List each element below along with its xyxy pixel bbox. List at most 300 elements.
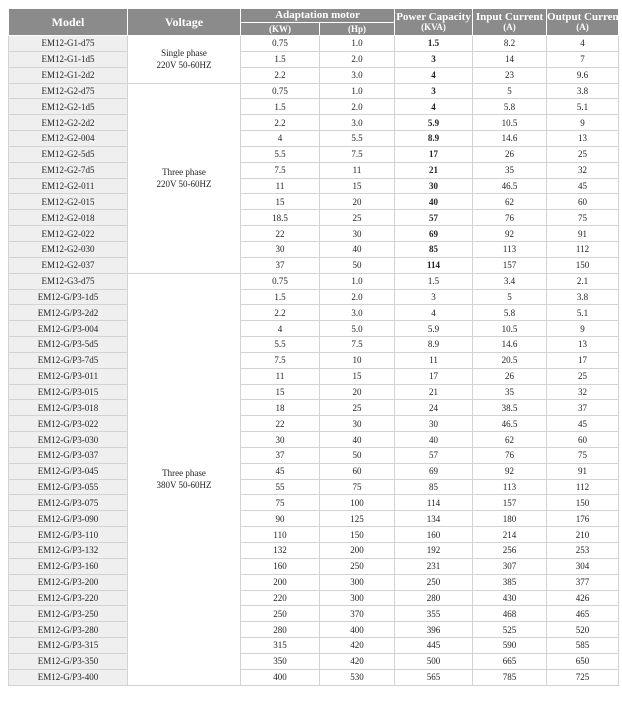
cell-output-current: 5.1 (547, 305, 619, 321)
cell-hp: 420 (320, 638, 395, 654)
cell-kva: 192 (395, 543, 473, 559)
cell-input-current: 10.5 (473, 321, 547, 337)
table-row (9, 131, 619, 147)
cell-model: EM12-G/P3-350 (9, 653, 128, 669)
table-row (9, 289, 619, 305)
cell-kva: 231 (395, 558, 473, 574)
voltage-phase: Single phase (161, 48, 207, 59)
cell-model: EM12-G2-030 (9, 241, 128, 257)
cell-kw: 5.5 (241, 146, 320, 162)
cell-model: EM12-G/P3-090 (9, 511, 128, 527)
table-row (9, 606, 619, 622)
header-model: Model (9, 9, 128, 36)
cell-output-current: 150 (547, 495, 619, 511)
cell-kw: 55 (241, 479, 320, 495)
table-row (9, 337, 619, 353)
cell-kva: 8.9 (395, 337, 473, 353)
cell-model: EM12-G1-2d2 (9, 67, 128, 83)
cell-output-current: 60 (547, 194, 619, 210)
cell-model: EM12-G/P3-280 (9, 622, 128, 638)
header-voltage: Voltage (128, 9, 241, 36)
cell-output-current: 37 (547, 400, 619, 416)
cell-kw: 2.2 (241, 67, 320, 83)
cell-model: EM12-G/P3-011 (9, 368, 128, 384)
cell-kw: 132 (241, 543, 320, 559)
cell-hp: 20 (320, 194, 395, 210)
cell-input-current: 113 (473, 241, 547, 257)
cell-kva: 11 (395, 352, 473, 368)
cell-model: EM12-G/P3-1d5 (9, 289, 128, 305)
cell-output-current: 75 (547, 447, 619, 463)
cell-input-current: 62 (473, 432, 547, 448)
cell-kw: 0.75 (241, 273, 320, 289)
header-output-label: Output Current (547, 11, 622, 23)
cell-kva: 1.5 (395, 273, 473, 289)
cell-kw: 45 (241, 463, 320, 479)
cell-kva: 280 (395, 590, 473, 606)
table-row (9, 146, 619, 162)
cell-output-current: 2.1 (547, 273, 619, 289)
cell-output-current: 377 (547, 574, 619, 590)
cell-kva: 134 (395, 511, 473, 527)
table-row (9, 495, 619, 511)
cell-model: EM12-G/P3-315 (9, 638, 128, 654)
cell-kva: 30 (395, 178, 473, 194)
cell-input-current: 157 (473, 495, 547, 511)
table-row (9, 416, 619, 432)
cell-kva: 4 (395, 99, 473, 115)
cell-output-current: 45 (547, 178, 619, 194)
cell-output-current: 13 (547, 337, 619, 353)
cell-kw: 0.75 (241, 36, 320, 52)
cell-hp: 75 (320, 479, 395, 495)
header-power-unit: (KVA) (421, 22, 446, 32)
cell-input-current: 38.5 (473, 400, 547, 416)
cell-kva: 40 (395, 432, 473, 448)
cell-output-current: 17 (547, 352, 619, 368)
cell-output-current: 45 (547, 416, 619, 432)
cell-model: EM12-G1-d75 (9, 36, 128, 52)
cell-input-current: 5 (473, 83, 547, 99)
cell-input-current: 14 (473, 51, 547, 67)
table-body (9, 36, 619, 686)
cell-kw: 220 (241, 590, 320, 606)
cell-input-current: 76 (473, 210, 547, 226)
cell-output-current: 725 (547, 669, 619, 685)
cell-kw: 250 (241, 606, 320, 622)
cell-kw: 15 (241, 384, 320, 400)
table-row (9, 241, 619, 257)
cell-kw: 11 (241, 178, 320, 194)
voltage-spec: 380V 50-60HZ (156, 480, 212, 491)
cell-output-current: 3.8 (547, 83, 619, 99)
cell-input-current: 180 (473, 511, 547, 527)
cell-input-current: 214 (473, 527, 547, 543)
table-row (9, 51, 619, 67)
cell-kw: 1.5 (241, 289, 320, 305)
cell-kva: 3 (395, 83, 473, 99)
cell-output-current: 253 (547, 543, 619, 559)
cell-hp: 50 (320, 257, 395, 273)
cell-voltage (128, 36, 241, 84)
cell-output-current: 176 (547, 511, 619, 527)
table-row (9, 638, 619, 654)
cell-model: EM12-G/P3-110 (9, 527, 128, 543)
header-power-label: Power Capacity (396, 11, 471, 23)
cell-kva: 17 (395, 368, 473, 384)
cell-kva: 40 (395, 194, 473, 210)
voltage-phase: Three phase (162, 167, 206, 178)
cell-kw: 18.5 (241, 210, 320, 226)
cell-model: EM12-G/P3-004 (9, 321, 128, 337)
cell-input-current: 46.5 (473, 416, 547, 432)
cell-hp: 7.5 (320, 146, 395, 162)
cell-hp: 3.0 (320, 305, 395, 321)
voltage-phase: Three phase (162, 468, 206, 479)
cell-hp: 30 (320, 416, 395, 432)
table-row (9, 115, 619, 131)
cell-output-current: 150 (547, 257, 619, 273)
cell-model: EM12-G2-7d5 (9, 162, 128, 178)
cell-input-current: 385 (473, 574, 547, 590)
cell-output-current: 32 (547, 384, 619, 400)
cell-kva: 85 (395, 241, 473, 257)
table-row (9, 384, 619, 400)
cell-output-current: 520 (547, 622, 619, 638)
cell-kva: 3 (395, 289, 473, 305)
header-kw: (KW) (241, 22, 320, 36)
cell-kw: 350 (241, 653, 320, 669)
cell-output-current: 112 (547, 479, 619, 495)
header-adaptation-motor: Adaptation motor (241, 9, 395, 23)
cell-hp: 125 (320, 511, 395, 527)
cell-input-current: 46.5 (473, 178, 547, 194)
table-row (9, 305, 619, 321)
cell-kw: 15 (241, 194, 320, 210)
cell-voltage (128, 273, 241, 685)
cell-kw: 22 (241, 226, 320, 242)
voltage-spec: 220V 50-60HZ (156, 60, 212, 71)
header-input-current (473, 9, 547, 36)
table-row (9, 194, 619, 210)
cell-output-current: 585 (547, 638, 619, 654)
cell-input-current: 665 (473, 653, 547, 669)
cell-input-current: 92 (473, 463, 547, 479)
cell-input-current: 113 (473, 479, 547, 495)
cell-input-current: 76 (473, 447, 547, 463)
cell-hp: 1.0 (320, 36, 395, 52)
cell-kw: 315 (241, 638, 320, 654)
cell-model: EM12-G2-018 (9, 210, 128, 226)
header-power-capacity (395, 9, 473, 36)
cell-kva: 445 (395, 638, 473, 654)
cell-hp: 300 (320, 590, 395, 606)
table-row (9, 447, 619, 463)
cell-output-current: 304 (547, 558, 619, 574)
cell-output-current: 75 (547, 210, 619, 226)
cell-model: EM12-G2-004 (9, 131, 128, 147)
table-row (9, 511, 619, 527)
cell-input-current: 785 (473, 669, 547, 685)
table-row (9, 479, 619, 495)
cell-kva: 30 (395, 416, 473, 432)
table-row (9, 669, 619, 685)
cell-model: EM12-G/P3-015 (9, 384, 128, 400)
cell-hp: 1.0 (320, 83, 395, 99)
cell-kva: 69 (395, 463, 473, 479)
cell-kw: 18 (241, 400, 320, 416)
cell-kva: 57 (395, 210, 473, 226)
cell-hp: 40 (320, 432, 395, 448)
cell-hp: 50 (320, 447, 395, 463)
table-row (9, 321, 619, 337)
cell-model: EM12-G2-037 (9, 257, 128, 273)
cell-hp: 11 (320, 162, 395, 178)
table-row (9, 463, 619, 479)
cell-model: EM12-G/P3-132 (9, 543, 128, 559)
cell-kva: 396 (395, 622, 473, 638)
cell-kw: 400 (241, 669, 320, 685)
cell-input-current: 307 (473, 558, 547, 574)
cell-kw: 110 (241, 527, 320, 543)
cell-input-current: 23 (473, 67, 547, 83)
cell-kva: 160 (395, 527, 473, 543)
cell-output-current: 91 (547, 463, 619, 479)
table-row (9, 210, 619, 226)
cell-hp: 25 (320, 400, 395, 416)
table-row (9, 226, 619, 242)
cell-input-current: 26 (473, 146, 547, 162)
cell-kva: 3 (395, 51, 473, 67)
cell-output-current: 60 (547, 432, 619, 448)
cell-kva: 24 (395, 400, 473, 416)
table-row (9, 257, 619, 273)
cell-hp: 370 (320, 606, 395, 622)
cell-output-current: 25 (547, 368, 619, 384)
cell-input-current: 525 (473, 622, 547, 638)
table-row (9, 622, 619, 638)
cell-hp: 200 (320, 543, 395, 559)
cell-kw: 7.5 (241, 352, 320, 368)
cell-input-current: 62 (473, 194, 547, 210)
cell-kw: 37 (241, 257, 320, 273)
table-row (9, 368, 619, 384)
cell-output-current: 9.6 (547, 67, 619, 83)
cell-kva: 8.9 (395, 131, 473, 147)
cell-kva: 21 (395, 384, 473, 400)
cell-kw: 30 (241, 241, 320, 257)
cell-hp: 420 (320, 653, 395, 669)
cell-input-current: 5.8 (473, 99, 547, 115)
cell-output-current: 25 (547, 146, 619, 162)
header-input-label: Input Current (475, 11, 544, 23)
cell-hp: 5.0 (320, 321, 395, 337)
cell-output-current: 465 (547, 606, 619, 622)
spec-table (8, 8, 622, 686)
cell-model: EM12-G/P3-022 (9, 416, 128, 432)
cell-output-current: 650 (547, 653, 619, 669)
cell-kw: 0.75 (241, 83, 320, 99)
header-output-unit: (A) (576, 22, 589, 32)
cell-output-current: 7 (547, 51, 619, 67)
cell-output-current: 4 (547, 36, 619, 52)
cell-kw: 160 (241, 558, 320, 574)
table-row (9, 543, 619, 559)
table-row (9, 574, 619, 590)
cell-model: EM12-G/P3-400 (9, 669, 128, 685)
cell-kva: 565 (395, 669, 473, 685)
cell-model: EM12-G/P3-030 (9, 432, 128, 448)
cell-input-current: 26 (473, 368, 547, 384)
cell-kw: 11 (241, 368, 320, 384)
cell-model: EM12-G2-011 (9, 178, 128, 194)
cell-hp: 2.0 (320, 99, 395, 115)
cell-kva: 57 (395, 447, 473, 463)
cell-hp: 25 (320, 210, 395, 226)
cell-hp: 300 (320, 574, 395, 590)
cell-kva: 21 (395, 162, 473, 178)
cell-kva: 114 (395, 495, 473, 511)
cell-hp: 400 (320, 622, 395, 638)
cell-kw: 4 (241, 131, 320, 147)
cell-hp: 20 (320, 384, 395, 400)
cell-hp: 1.0 (320, 273, 395, 289)
cell-hp: 15 (320, 178, 395, 194)
cell-hp: 250 (320, 558, 395, 574)
cell-hp: 2.0 (320, 289, 395, 305)
cell-model: EM12-G/P3-200 (9, 574, 128, 590)
cell-hp: 60 (320, 463, 395, 479)
cell-hp: 5.5 (320, 131, 395, 147)
cell-kva: 4 (395, 67, 473, 83)
cell-kva: 5.9 (395, 115, 473, 131)
table-row (9, 67, 619, 83)
table-row (9, 653, 619, 669)
cell-kva: 355 (395, 606, 473, 622)
cell-kw: 1.5 (241, 51, 320, 67)
cell-model: EM12-G/P3-018 (9, 400, 128, 416)
cell-kva: 4 (395, 305, 473, 321)
cell-input-current: 8.2 (473, 36, 547, 52)
cell-kw: 1.5 (241, 99, 320, 115)
cell-kva: 85 (395, 479, 473, 495)
cell-model: EM12-G/P3-045 (9, 463, 128, 479)
cell-model: EM12-G3-d75 (9, 273, 128, 289)
cell-model: EM12-G/P3-075 (9, 495, 128, 511)
cell-kw: 4 (241, 321, 320, 337)
table-row (9, 558, 619, 574)
cell-model: EM12-G2-5d5 (9, 146, 128, 162)
cell-input-current: 256 (473, 543, 547, 559)
cell-input-current: 5 (473, 289, 547, 305)
cell-kva: 1.5 (395, 36, 473, 52)
cell-model: EM12-G2-022 (9, 226, 128, 242)
cell-hp: 30 (320, 226, 395, 242)
cell-kw: 30 (241, 432, 320, 448)
header-hp: (Hp) (320, 22, 395, 36)
table-row (9, 352, 619, 368)
cell-output-current: 9 (547, 115, 619, 131)
cell-hp: 530 (320, 669, 395, 685)
cell-input-current: 3.4 (473, 273, 547, 289)
cell-output-current: 210 (547, 527, 619, 543)
cell-kw: 2.2 (241, 305, 320, 321)
cell-model: EM12-G/P3-220 (9, 590, 128, 606)
cell-hp: 15 (320, 368, 395, 384)
cell-output-current: 91 (547, 226, 619, 242)
table-row (9, 400, 619, 416)
cell-kw: 37 (241, 447, 320, 463)
cell-input-current: 92 (473, 226, 547, 242)
cell-kva: 5.9 (395, 321, 473, 337)
table-row (9, 83, 619, 99)
cell-hp: 10 (320, 352, 395, 368)
cell-kw: 75 (241, 495, 320, 511)
cell-model: EM12-G2-1d5 (9, 99, 128, 115)
cell-model: EM12-G2-d75 (9, 83, 128, 99)
cell-model: EM12-G2-2d2 (9, 115, 128, 131)
cell-output-current: 32 (547, 162, 619, 178)
table-row (9, 178, 619, 194)
cell-input-current: 5.8 (473, 305, 547, 321)
table-row (9, 590, 619, 606)
cell-output-current: 13 (547, 131, 619, 147)
cell-hp: 3.0 (320, 115, 395, 131)
cell-kw: 22 (241, 416, 320, 432)
cell-input-current: 20.5 (473, 352, 547, 368)
cell-kw: 5.5 (241, 337, 320, 353)
cell-hp: 3.0 (320, 67, 395, 83)
cell-model: EM12-G/P3-160 (9, 558, 128, 574)
cell-kva: 69 (395, 226, 473, 242)
cell-model: EM12-G/P3-2d2 (9, 305, 128, 321)
table-row (9, 162, 619, 178)
cell-hp: 7.5 (320, 337, 395, 353)
header-output-current (547, 9, 622, 36)
table-row (9, 273, 619, 289)
cell-kw: 90 (241, 511, 320, 527)
cell-model: EM12-G/P3-037 (9, 447, 128, 463)
cell-model: EM12-G/P3-055 (9, 479, 128, 495)
cell-model: EM12-G2-015 (9, 194, 128, 210)
cell-kw: 7.5 (241, 162, 320, 178)
header-input-unit: (A) (503, 22, 516, 32)
cell-voltage (128, 83, 241, 273)
cell-input-current: 35 (473, 162, 547, 178)
cell-hp: 40 (320, 241, 395, 257)
cell-hp: 100 (320, 495, 395, 511)
cell-model: EM12-G/P3-250 (9, 606, 128, 622)
cell-kva: 17 (395, 146, 473, 162)
voltage-spec: 220V 50-60HZ (156, 179, 212, 190)
cell-kva: 114 (395, 257, 473, 273)
table-row (9, 432, 619, 448)
table-row (9, 527, 619, 543)
cell-output-current: 112 (547, 241, 619, 257)
cell-input-current: 10.5 (473, 115, 547, 131)
cell-input-current: 468 (473, 606, 547, 622)
cell-input-current: 430 (473, 590, 547, 606)
cell-kva: 500 (395, 653, 473, 669)
table-row (9, 36, 619, 52)
cell-output-current: 9 (547, 321, 619, 337)
cell-hp: 150 (320, 527, 395, 543)
cell-kw: 2.2 (241, 115, 320, 131)
cell-model: EM12-G/P3-5d5 (9, 337, 128, 353)
cell-input-current: 14.6 (473, 131, 547, 147)
cell-output-current: 3.8 (547, 289, 619, 305)
cell-kw: 200 (241, 574, 320, 590)
